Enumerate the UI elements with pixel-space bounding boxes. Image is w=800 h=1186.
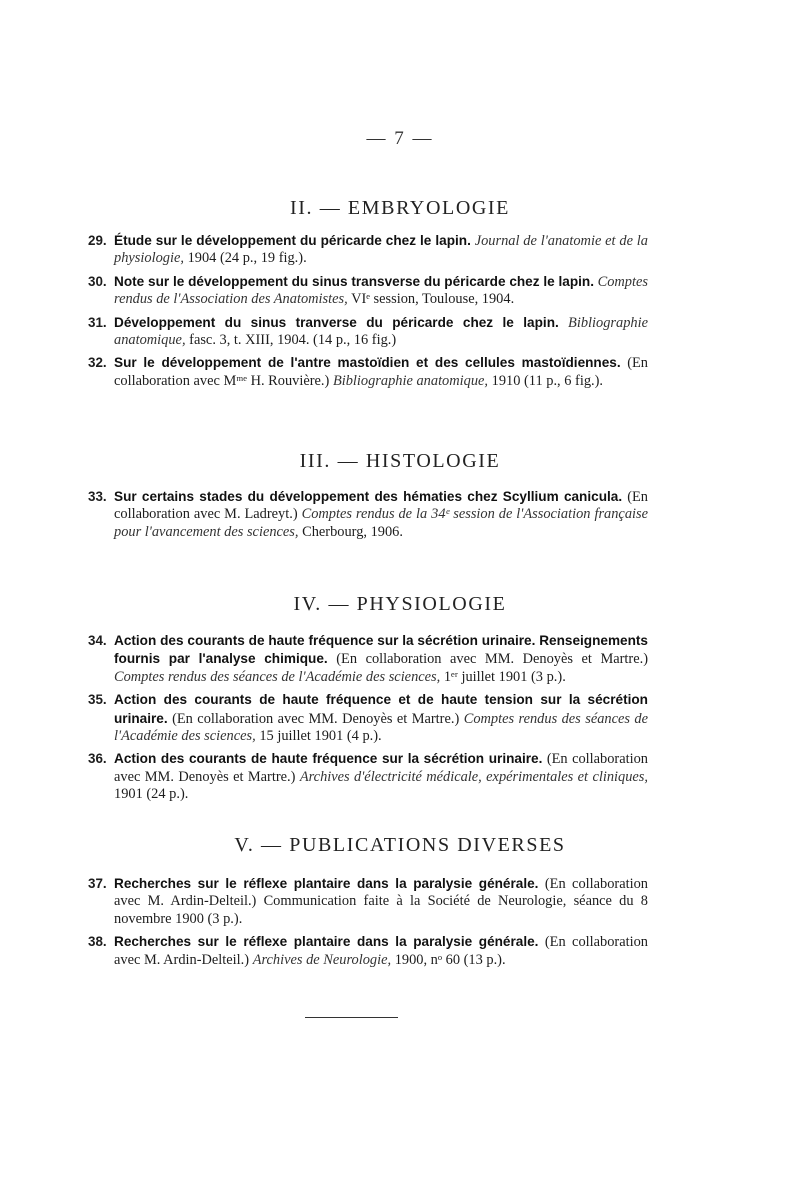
entry-publication: Archives d'électricité médicale, expérimentales et cliniques, (299, 768, 649, 785)
closing-divider (305, 1017, 398, 1018)
entry-details: 1904 (24 p., 19 fig.). (187, 250, 307, 267)
entry-title: Recherches sur le réflexe plantaire dans la paralysie générale. (114, 934, 539, 950)
entry-list-publications-diverses (88, 875, 648, 974)
entry-number: 36. (88, 751, 107, 767)
entry-publication: Comptes rendus des séances de l'Académie des sciences, (114, 710, 648, 745)
entry-number: 34. (88, 633, 107, 648)
entry-title: Étude sur le développement du péricarde chez le lapin. (114, 233, 471, 248)
entry-number: 33. (88, 489, 107, 504)
entry-title: Action des courants de haute fréquence et de haute tension sur la sécrétion urinaire. (114, 692, 648, 726)
page-number: — 7 — (366, 128, 434, 149)
entry-title: Développement du sinus tranverse du péricarde chez le lapin. (114, 314, 559, 330)
entry-list-physiologie (88, 632, 648, 809)
entry-32 (88, 354, 648, 390)
entry-number: 31. (88, 314, 107, 330)
entry-title: Sur le développement de l'antre mastoïdien et des cellules mastoïdiennes. (114, 355, 621, 371)
entry-30 (88, 273, 648, 309)
entry-publication: Archives de Neurologie, (252, 951, 392, 968)
entry-38 (88, 933, 648, 969)
entry-collaboration: (En collaboration avec MM. Denoyès et Martre.) (336, 651, 648, 668)
entry-35 (88, 691, 648, 745)
entry-publication: Bibliographie anatomique, (114, 314, 648, 349)
entry-31 (88, 314, 648, 350)
entry-34 (88, 632, 648, 686)
entry-details: 1900, nᵒ 60 (13 p.). (394, 951, 506, 968)
entry-37 (88, 875, 648, 928)
entry-title: Recherches sur le réflexe plantaire dans la paralysie générale. (114, 876, 539, 891)
entry-title: Sur certains stades du développement des hématies chez Scyllium canicula. (114, 489, 623, 504)
section-heading-histologie: III. — HISTOLOGIE (299, 450, 501, 472)
entry-number: 29. (88, 233, 107, 248)
entry-details: 1910 (11 p., 6 fig.). (491, 372, 604, 389)
entry-title: Note sur le développement du sinus transverse du péricarde chez le lapin. (114, 273, 594, 289)
section-heading-publications-diverses: V. — PUBLICATIONS DIVERSES (234, 834, 566, 856)
entry-36 (88, 750, 648, 803)
entry-number: 32. (88, 355, 107, 371)
entry-number: 35. (88, 692, 107, 708)
entry-publication: Bibliographie anatomique, (332, 372, 489, 389)
entry-publication: Journal de l'anatomie et de la physiologie, (114, 233, 648, 267)
section-heading-embryologie: II. — EMBRYOLOGIE (290, 197, 510, 219)
entry-details: 15 juillet 1901 (4 p.). (259, 728, 382, 745)
entry-33 (88, 488, 648, 541)
entry-publication: Comptes rendus de l'Association des Anatomistes, (114, 273, 648, 308)
entry-number: 30. (88, 273, 107, 289)
entry-number: 38. (88, 934, 107, 950)
entry-details: 1ᵉʳ juillet 1901 (3 p.). (443, 668, 566, 685)
entry-collaboration: (En collaboration avec Mᵐᵉ H. Rouvière.) (114, 355, 648, 389)
entry-collaboration: (En collaboration avec MM. Denoyès et Martre.) (114, 751, 648, 785)
entry-title: Action des courants de haute fréquence sur la sécrétion urinaire. Renseignements fournis par l'analyse chimique. (114, 633, 648, 667)
entry-details: fasc. 3, t. XIII, 1904. (14 p., 16 fig.) (189, 332, 397, 349)
entry-details: VIᵉ session, Toulouse, 1904. (351, 291, 515, 308)
entry-publication: Comptes rendus des séances de l'Académie des sciences, (114, 668, 441, 685)
entry-details: Cherbourg, 1906. (302, 523, 403, 540)
entry-collaboration: (En collaboration avec M. Ardin-Delteil.) Communication faite à la Société de Neurologie, séance du 8 novembre 1900 (3 p.). (114, 876, 648, 927)
entry-details: 1901 (24 p.). (114, 786, 189, 803)
entry-list-histologie (88, 488, 648, 546)
section-heading-physiologie: IV. — PHYSIOLOGIE (293, 593, 507, 615)
entry-29 (88, 232, 648, 268)
entry-publication: Comptes rendus de la 34ᵉ session de l'Association française pour l'avancement des sciences, (114, 506, 648, 540)
entry-title: Action des courants de haute fréquence sur la sécrétion urinaire. (114, 751, 543, 767)
entry-number: 37. (88, 876, 107, 891)
entry-collaboration: (En collaboration avec M. Ladreyt.) (114, 489, 648, 523)
entry-collaboration: (En collaboration avec M. Ardin-Delteil.) (114, 934, 648, 968)
entry-list-embryologie (88, 232, 648, 395)
entry-collaboration: (En collaboration avec MM. Denoyès et Martre.) (172, 710, 460, 727)
